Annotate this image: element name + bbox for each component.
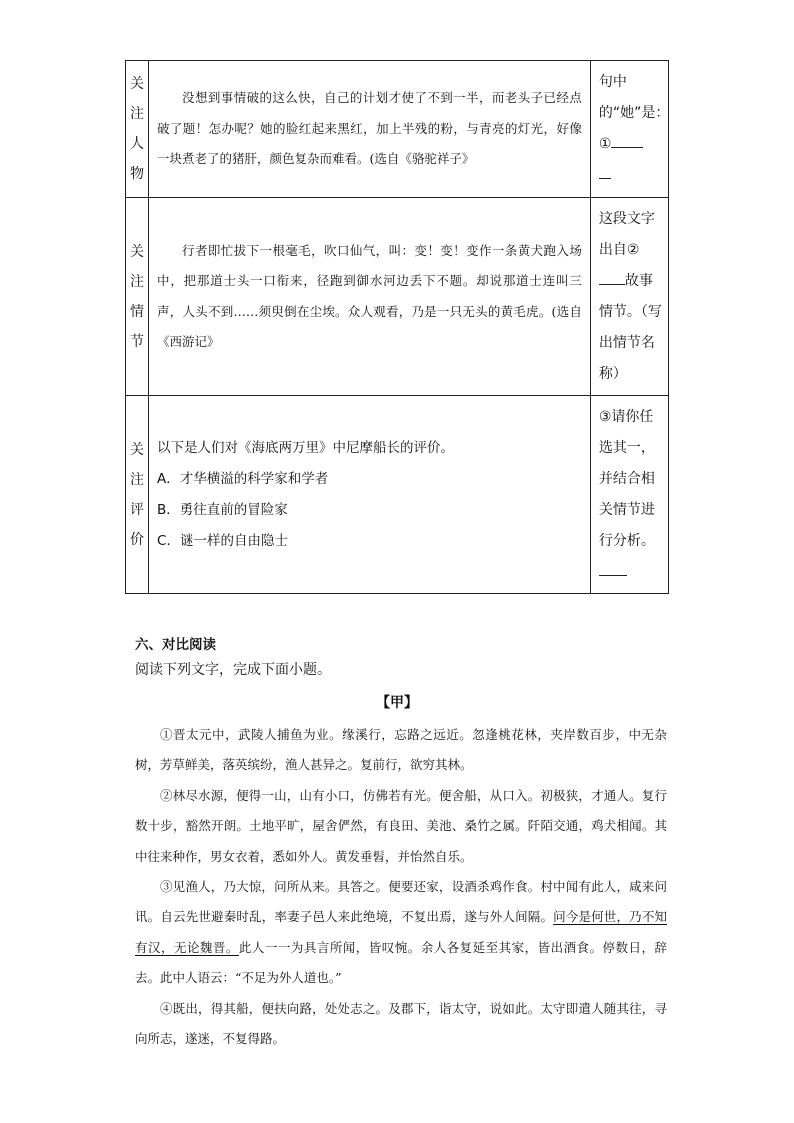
question-3-text: ③请你任选其一，并结合相关情节进行分析。	[598, 408, 655, 549]
answer-blank-1b[interactable]	[599, 162, 611, 179]
question-2-tail: 故事情节。（写出情节名称）	[598, 272, 662, 382]
passage-cell	[149, 61, 591, 198]
answer-blank-1[interactable]	[611, 131, 643, 148]
passage-camel-xiangzi: 没想到事情破的这么快，自己的计划才使了不到一半，而老头子已经点破了题！怎办呢？她的脸红起来黑红，加上半残的粉，与青亮的灯光，好像一块煮老了的猪肝，颜色复杂而难看。(选自《骆驼祥子》	[157, 90, 582, 167]
underlined-sentence: 问今是何世，乃不知有汉，无论魏晋。	[135, 909, 667, 955]
question-1	[591, 67, 668, 191]
passage-journey-west: 行者即忙拔下一根毫毛，吹口仙气，叫：变！变！变作一条黄犬跑入场中，把那道士头一口衔来，径跑到御水河边丢下不题。却说那道士连叫三声，人头不到……须臾倒在尘埃。众人观看，乃是一只无头的黄毛虎。(选自《西游记》	[157, 242, 582, 349]
options-cell	[149, 396, 591, 594]
passage-heading: 【甲】	[376, 695, 418, 711]
answer-blank-2[interactable]	[599, 268, 625, 285]
row-label-characters: 关注人物	[126, 61, 149, 198]
question-2	[591, 204, 668, 390]
question-cell	[590, 396, 668, 594]
table-row	[126, 61, 669, 198]
section-title: 六、对比阅读	[135, 637, 216, 653]
row-label-plot: 关注情节	[126, 198, 149, 396]
option-a: A．才华横溢的科学家和学者	[157, 470, 329, 487]
paragraph-1: ①晋太元中，武陵人捕鱼为业。缘溪行，忘路之远近。忽逢桃花林，夹岸数百步，中无杂树，芳草鲜美，落英缤纷，渔人甚异之。复前行，欲穷其林。	[135, 727, 667, 773]
row-label-evaluation: 关注评价	[126, 396, 149, 594]
passage-cell	[149, 198, 591, 396]
question-cell	[590, 61, 668, 198]
question-2-text: 这段文字出自②	[598, 210, 655, 258]
question-cell	[590, 198, 668, 396]
answer-blank-3[interactable]	[599, 559, 627, 576]
evaluation-intro: 以下是人们对《海底两万里》中尼摩船长的评价。	[157, 439, 455, 456]
table-row	[126, 198, 669, 396]
peach-blossom-passage	[135, 720, 667, 1054]
section-instruction: 阅读下列文字，完成下面小题。	[135, 662, 331, 678]
question-3	[591, 402, 668, 588]
paragraph-4: ④既出，得其船，便扶向路，处处志之。及郡下，诣太守，说如此。太守即遣人随其往，寻向所志，遂迷，不复得路。	[135, 1000, 667, 1047]
paragraph-3-part-b: 此人一一为具言所闻，皆叹惋。余人各复延至其家，皆出酒食。停数日，辞去。此中人语云：“不足为外人道也。”	[135, 939, 667, 986]
option-c: C．谜一样的自由隐士	[157, 532, 288, 549]
question-1-text: 句中的“她”是：①	[598, 74, 670, 152]
option-b: B．勇往直前的冒险家	[157, 501, 288, 518]
table-row	[126, 396, 669, 594]
paragraph-3-part-a: ③见渔人，乃大惊，问所从来。具答之。便要还家，设酒杀鸡作食。村中闻有此人，咸来问讯。自云先世避秦时乱，率妻子邑人来此绝境，不复出焉，遂与外人间隔。	[135, 879, 667, 925]
paragraph-2: ②林尽水源，便得一山，山有小口，仿佛若有光。便舍船，从口入。初极狭，才通人。复行数十步，豁然开朗。土地平旷，屋舍俨然，有良田、美池、桑竹之属。阡陌交通，鸡犬相闻。其中往来种作，男女衣着，悉如外人。黄发垂髫，并怡然自乐。	[135, 787, 667, 864]
reading-table	[125, 60, 669, 594]
paragraph-3	[135, 872, 667, 994]
